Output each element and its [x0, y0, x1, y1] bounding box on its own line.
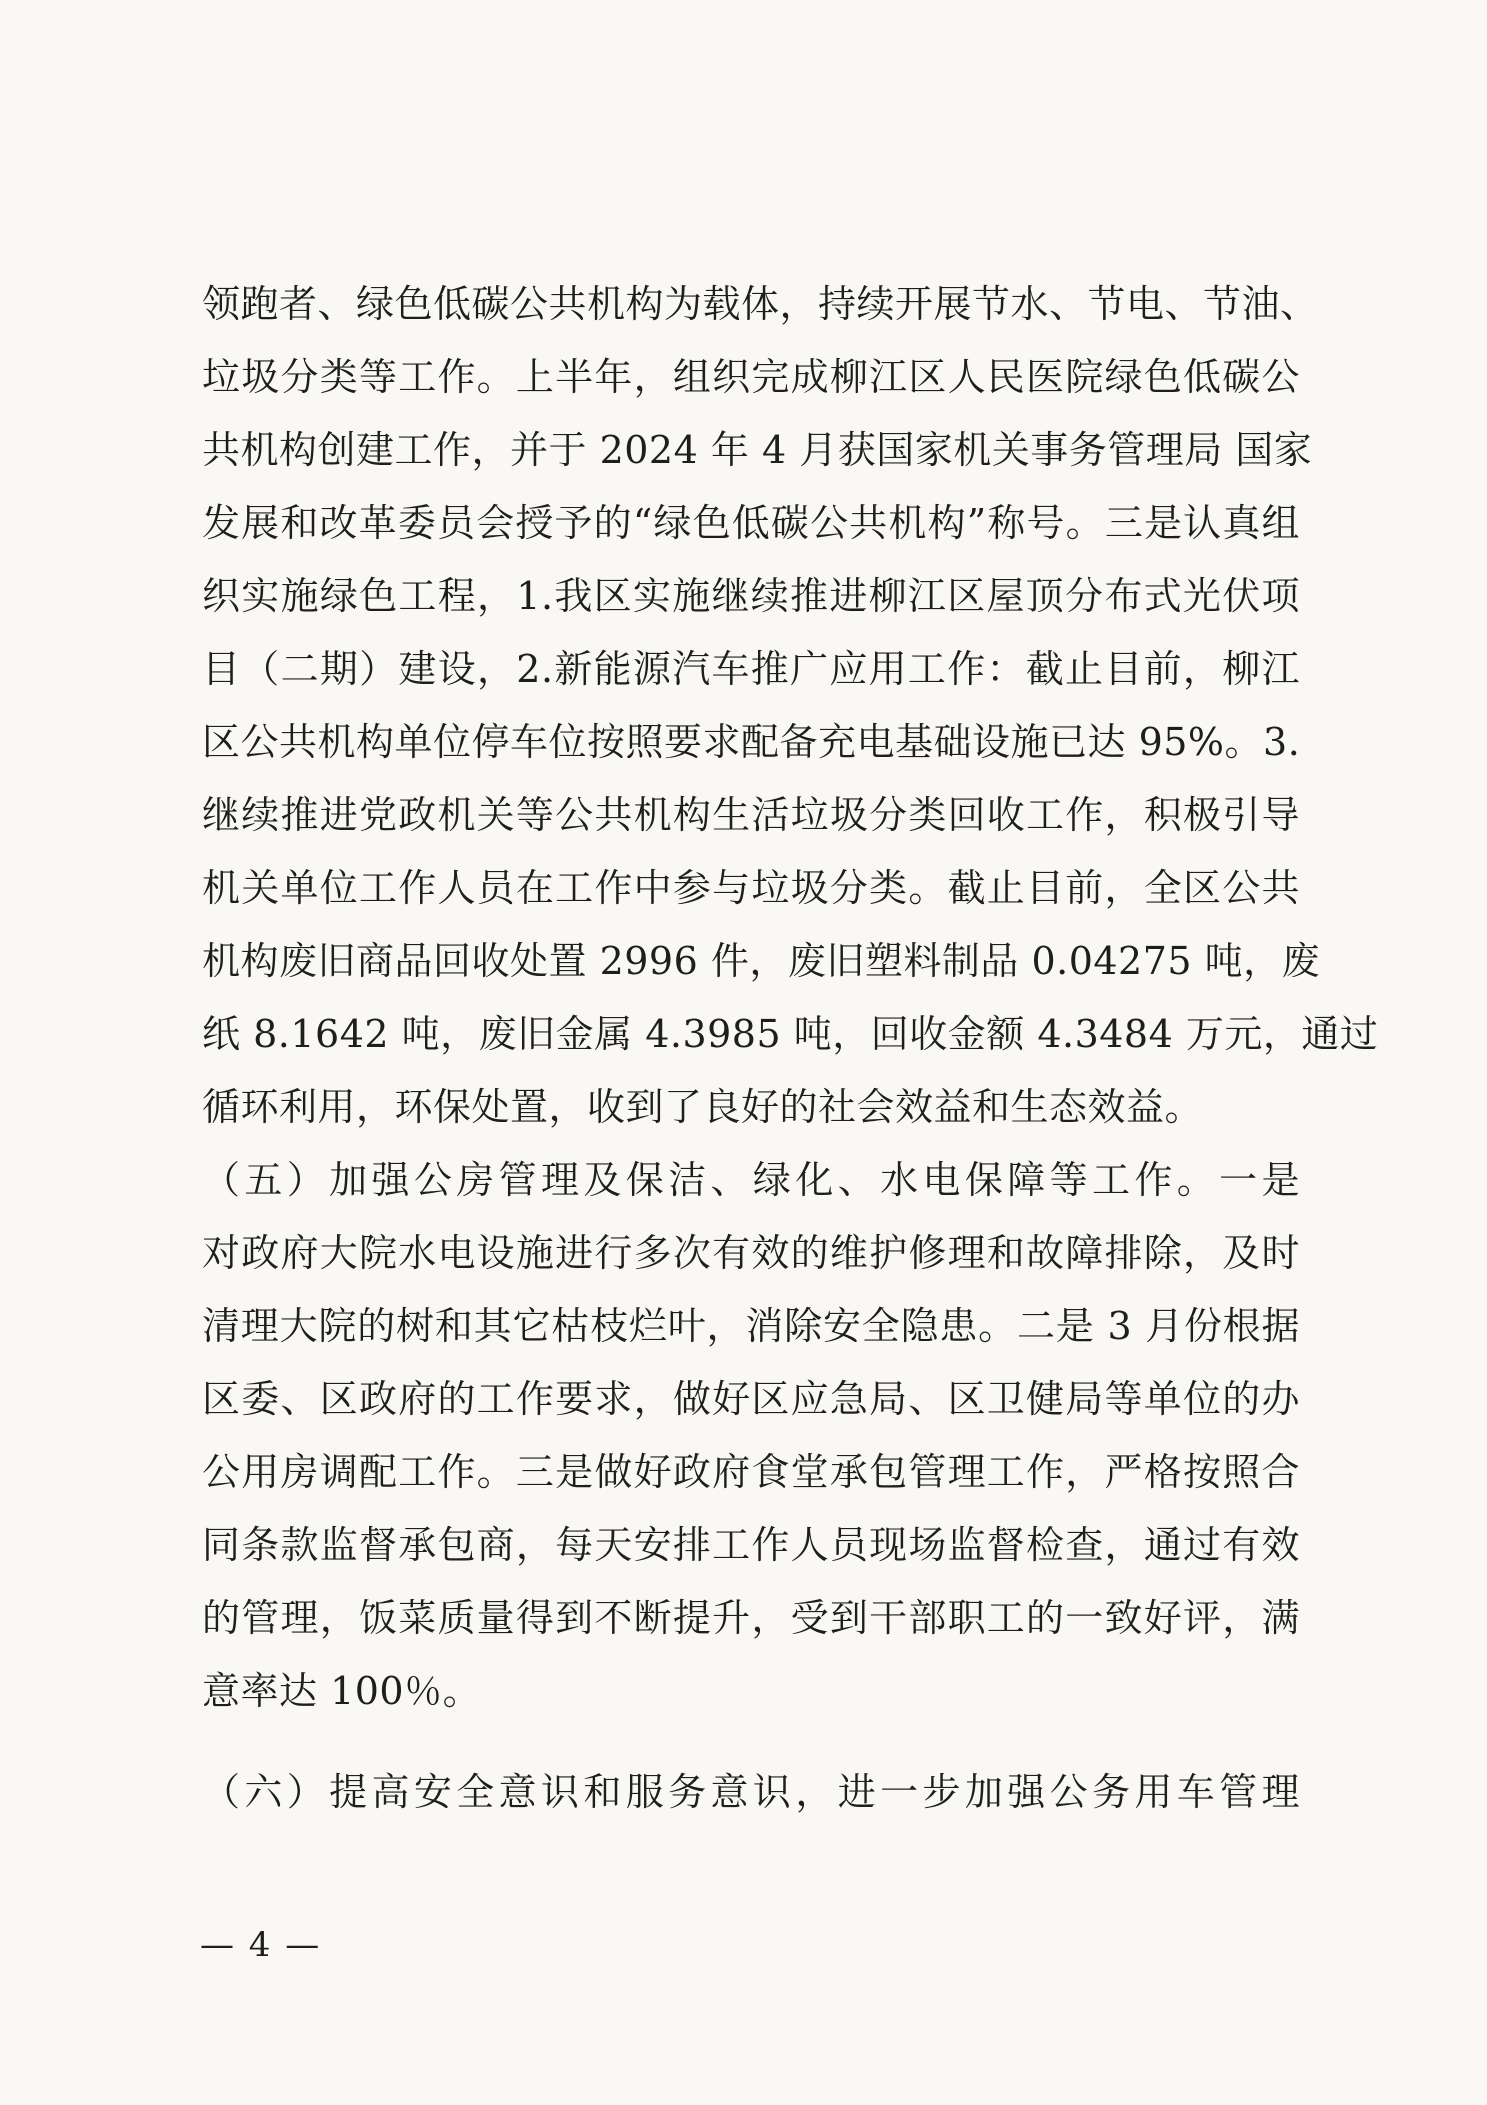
page-number: — 4 —: [200, 1925, 322, 1965]
text-line: 意率达 100％。: [202, 1669, 482, 1713]
text-line: 对政府大院水电设施进行多次有效的维护修理和故障排除，及时: [202, 1231, 1300, 1275]
body-text: [202, 268, 1379, 1829]
paragraph-3: [202, 1756, 1300, 1829]
text-line: 目（二期）建设，2.新能源汽车推广应用工作：截止目前，柳江: [202, 647, 1300, 691]
text-line: 垃圾分类等工作。上半年，组织完成柳江区人民医院绿色低碳公: [202, 355, 1300, 399]
text-line: 纸 8.1642 吨，废旧金属 4.3985 吨，回收金额 4.3484 万元，通过: [202, 1012, 1379, 1056]
text-line: 继续推进党政机关等公共机构生活垃圾分类回收工作，积极引导: [202, 793, 1300, 837]
paragraph-1: [202, 268, 1379, 1144]
text-line: 发展和改革委员会授予的“绿色低碳公共机构”称号。三是认真组: [202, 501, 1300, 545]
text-line: 机关单位工作人员在工作中参与垃圾分类。截止目前，全区公共: [202, 866, 1300, 910]
text-line: 机构废旧商品回收处置 2996 件，废旧塑料制品 0.04275 吨，废: [202, 939, 1321, 983]
paragraph-spacer: [202, 1728, 1300, 1756]
text-line: 循环利用，环保处置，收到了良好的社会效益和生态效益。: [202, 1085, 1204, 1129]
text-line: 织实施绿色工程，1.我区实施继续推进柳江区屋顶分布式光伏项: [202, 574, 1300, 618]
text-line: 领跑者、绿色低碳公共机构为载体，持续开展节水、节电、节油、: [202, 282, 1319, 326]
text-line: 区委、区政府的工作要求，做好区应急局、区卫健局等单位的办: [202, 1377, 1300, 1421]
section-heading-line: （六）提高安全意识和服务意识，进一步加强公务用车管理: [202, 1770, 1300, 1814]
text-line: 公用房调配工作。三是做好政府食堂承包管理工作，严格按照合: [202, 1450, 1300, 1494]
text-line: 同条款监督承包商，每天安排工作人员现场监督检查，通过有效: [202, 1523, 1300, 1567]
text-line: 共机构创建工作，并于 2024 年 4 月获国家机关事务管理局 国家: [202, 428, 1313, 472]
text-line: 清理大院的树和其它枯枝烂叶，消除安全隐患。二是 3 月份根据: [202, 1304, 1300, 1348]
text-line: 的管理，饭菜质量得到不断提升，受到干部职工的一致好评，满: [202, 1596, 1300, 1640]
section-heading-line: （五）加强公房管理及保洁、绿化、水电保障等工作。一是: [202, 1158, 1300, 1202]
paragraph-2: [202, 1144, 1300, 1728]
text-line: 区公共机构单位停车位按照要求配备充电基础设施已达 95%。3.: [202, 720, 1301, 764]
